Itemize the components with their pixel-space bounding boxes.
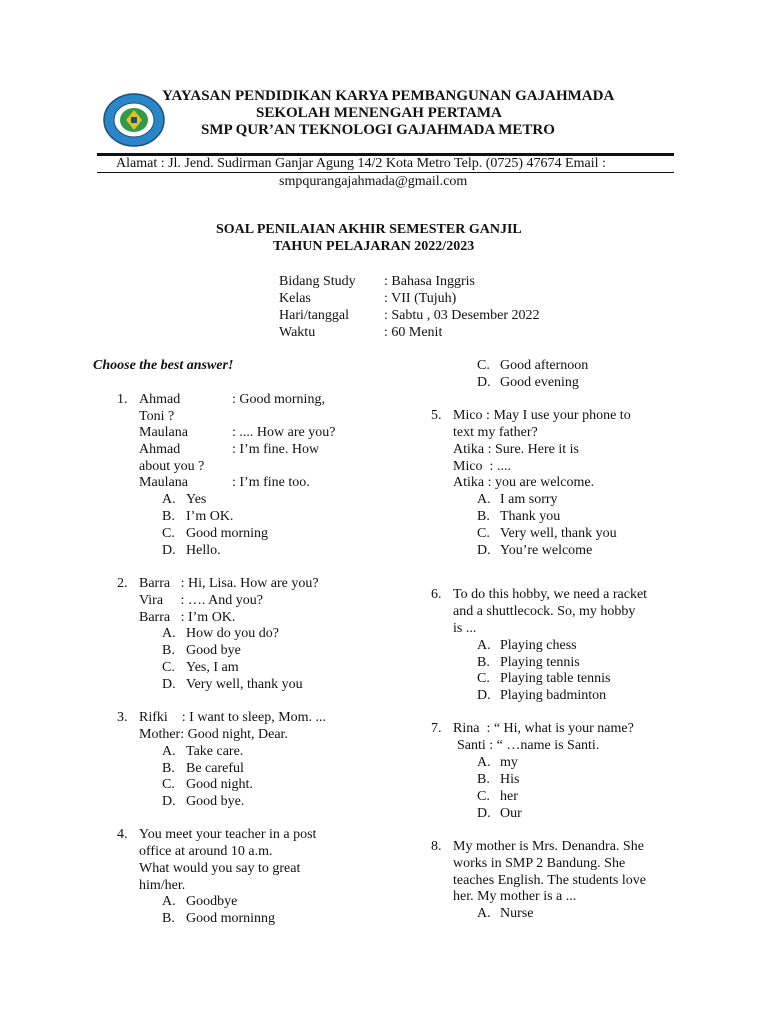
question-text: and a shuttlecock. So, my hobby <box>453 604 636 619</box>
option-text: How do you do? <box>186 626 279 641</box>
option-text: Playing table tennis <box>500 671 611 686</box>
question-text: Barra : Hi, Lisa. How are you? <box>139 576 319 591</box>
question-text: text my father? <box>453 425 538 440</box>
instruction: Choose the best answer! <box>93 358 234 373</box>
info-value: : 60 Menit <box>384 325 443 340</box>
option-text: Good night. <box>186 777 253 792</box>
option-letter: A. <box>162 626 176 641</box>
option-letter: D. <box>477 543 491 558</box>
info-label: Kelas <box>279 291 311 306</box>
question-text: You meet your teacher in a post <box>139 827 317 842</box>
option-letter: A. <box>477 492 491 507</box>
option-text: Very well, thank you <box>186 677 303 692</box>
exam-year: TAHUN PELAJARAN 2022/2023 <box>273 239 475 254</box>
question-text: : Good morning, <box>232 392 325 407</box>
option-letter: C. <box>477 358 490 373</box>
question-text: teaches English. The students love <box>453 873 646 888</box>
option-text: Good evening <box>500 375 579 390</box>
option-letter: C. <box>477 671 490 686</box>
question-text: works in SMP 2 Bandung. She <box>453 856 626 871</box>
question-number: 6. <box>431 587 442 602</box>
option-letter: A. <box>162 492 176 507</box>
question-number: 3. <box>117 710 128 725</box>
question-text: about you ? <box>139 459 205 474</box>
option-letter: B. <box>477 772 490 787</box>
option-text: Good morning <box>186 526 269 541</box>
option-letter: B. <box>162 761 175 776</box>
option-text: Nurse <box>500 906 534 921</box>
option-letter: B. <box>162 509 175 524</box>
option-letter: D. <box>162 794 176 809</box>
question-number: 7. <box>431 721 442 736</box>
option-letter: D. <box>162 543 176 558</box>
question-text: What would you say to great <box>139 861 301 876</box>
question-text: : I’m fine. How <box>232 442 320 457</box>
question-text: him/her. <box>139 878 186 893</box>
option-text: I’m OK. <box>186 509 234 524</box>
option-text: Good morninng <box>186 911 276 926</box>
option-letter: B. <box>162 911 175 926</box>
option-text: Yes, I am <box>186 660 239 675</box>
question-text: Mother: Good night, Dear. <box>139 727 288 742</box>
address-line: Alamat : Jl. Jend. Sudirman Ganjar Agung 14/2 Kota Metro Telp. (0725) 47674 Email : <box>116 156 606 171</box>
question-text: : .... How are you? <box>232 425 336 440</box>
option-text: her <box>500 789 518 804</box>
option-text: Take care. <box>186 744 244 759</box>
question-text: Atika : Sure. Here it is <box>453 442 579 457</box>
option-text: You’re welcome <box>500 543 593 558</box>
option-letter: A. <box>162 744 176 759</box>
option-letter: A. <box>162 894 176 909</box>
question-text: Mico : May I use your phone to <box>453 408 631 423</box>
option-letter: C. <box>162 526 175 541</box>
info-label: Hari/tanggal <box>279 308 349 323</box>
question-text: Maulana <box>139 425 188 440</box>
option-text: Playing chess <box>500 638 577 653</box>
option-text: His <box>500 772 520 787</box>
email-line: smpqurangajahmada@gmail.com <box>279 174 468 189</box>
option-text: Yes <box>186 492 207 507</box>
question-text: her. My mother is a ... <box>453 889 577 904</box>
option-letter: C. <box>477 789 490 804</box>
option-text: Be careful <box>186 761 244 776</box>
question-text: Rifki : I want to sleep, Mom. ... <box>139 710 327 725</box>
option-text: Our <box>500 806 522 821</box>
question-number: 1. <box>117 392 128 407</box>
option-letter: B. <box>477 655 490 670</box>
question-text: Ahmad <box>139 442 181 457</box>
option-letter: D. <box>477 688 491 703</box>
header-foundation: YAYASAN PENDIDIKAN KARYA PEMBANGUNAN GAJAHMADA <box>162 88 615 104</box>
option-letter: B. <box>162 643 175 658</box>
option-text: Hello. <box>186 543 221 558</box>
option-text: Good bye. <box>186 794 245 809</box>
question-text: Vira : …. And you? <box>139 593 263 608</box>
info-label: Bidang Study <box>279 274 356 289</box>
info-value: : Bahasa Inggris <box>384 274 475 289</box>
question-text: Santi : “ …name is Santi. <box>457 738 600 753</box>
question-number: 5. <box>431 408 442 423</box>
option-letter: D. <box>162 677 176 692</box>
header-school-level: SEKOLAH MENENGAH PERTAMA <box>256 105 502 121</box>
option-letter: C. <box>162 777 175 792</box>
question-text: Maulana <box>139 475 188 490</box>
question-number: 4. <box>117 827 128 842</box>
option-text: Good afternoon <box>500 358 589 373</box>
question-text: My mother is Mrs. Denandra. She <box>453 839 644 854</box>
header-school-name: SMP QUR’AN TEKNOLOGI GAJAHMADA METRO <box>201 122 555 138</box>
question-number: 2. <box>117 576 128 591</box>
option-letter: C. <box>477 526 490 541</box>
option-text: Thank you <box>500 509 561 524</box>
option-text: Playing badminton <box>500 688 607 703</box>
exam-title: SOAL PENILAIAN AKHIR SEMESTER GANJIL <box>216 222 522 237</box>
question-text: Rina : “ Hi, what is your name? <box>453 721 634 736</box>
question-text: Barra : I’m OK. <box>139 610 236 625</box>
option-text: Good bye <box>186 643 241 658</box>
question-text: office at around 10 a.m. <box>139 844 273 859</box>
option-letter: A. <box>477 755 491 770</box>
question-text: Atika : you are welcome. <box>453 475 595 490</box>
info-value: : VII (Tujuh) <box>384 291 457 306</box>
option-text: Playing tennis <box>500 655 580 670</box>
option-text: I am sorry <box>500 492 558 507</box>
option-text: my <box>500 755 518 770</box>
school-logo <box>103 93 165 147</box>
info-value: : Sabtu , 03 Desember 2022 <box>384 308 540 323</box>
question-text: Toni ? <box>139 409 175 424</box>
info-label: Waktu <box>279 325 316 340</box>
option-letter: D. <box>477 806 491 821</box>
question-text: Mico : .... <box>453 459 511 474</box>
option-letter: A. <box>477 638 491 653</box>
option-letter: A. <box>477 906 491 921</box>
question-text: To do this hobby, we need a racket <box>453 587 648 602</box>
option-letter: D. <box>477 375 491 390</box>
option-text: Very well, thank you <box>500 526 617 541</box>
question-text: Ahmad <box>139 392 181 407</box>
question-number: 8. <box>431 839 442 854</box>
question-text: is ... <box>453 621 477 636</box>
option-letter: B. <box>477 509 490 524</box>
option-text: Goodbye <box>186 894 238 909</box>
option-letter: C. <box>162 660 175 675</box>
question-text: : I’m fine too. <box>232 475 310 490</box>
